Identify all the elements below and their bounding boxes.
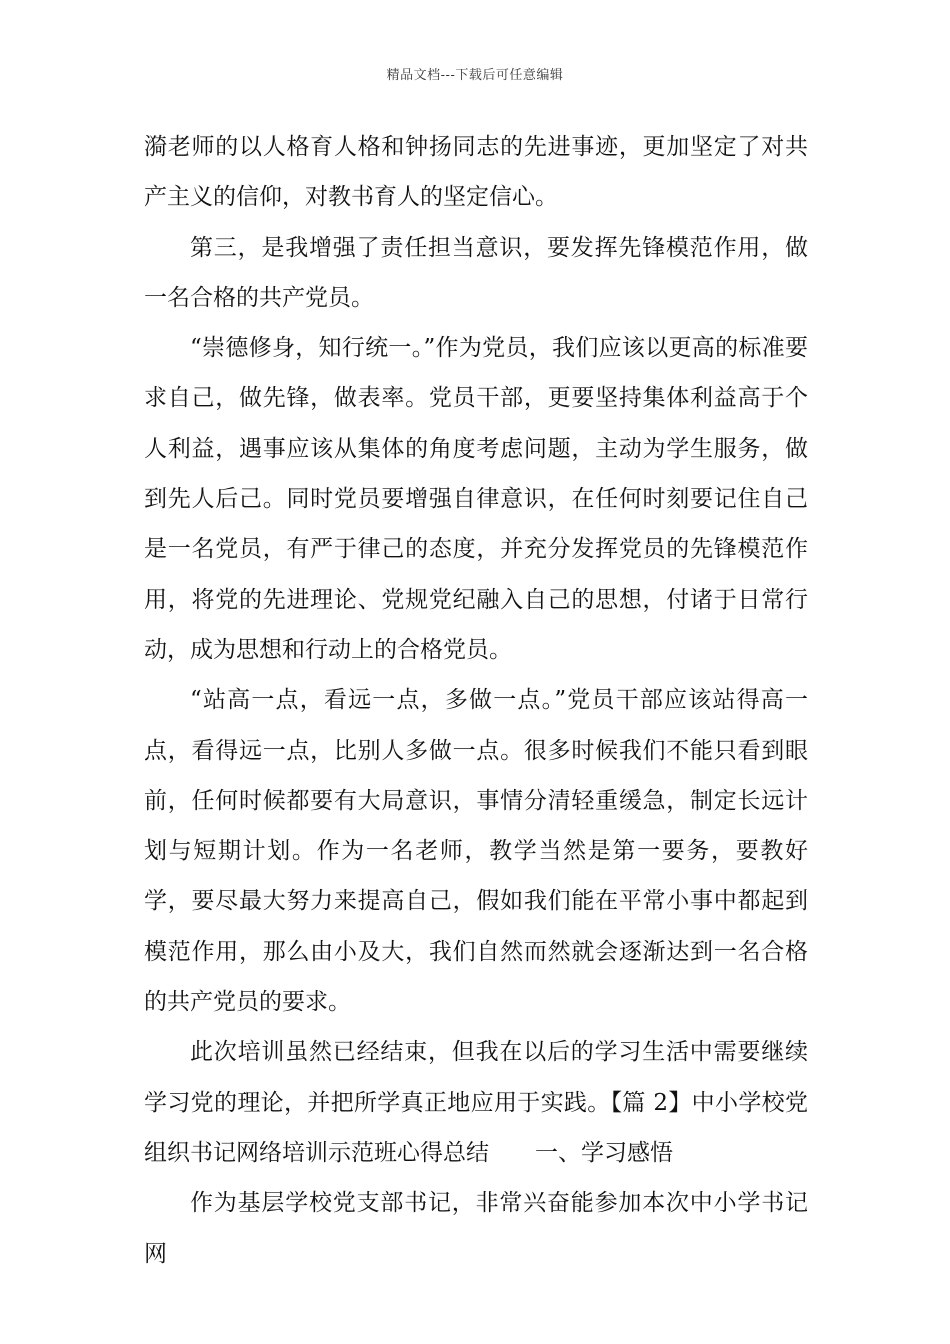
page-header: 精品文档---下载后可任意编辑 <box>386 68 564 83</box>
paragraph: 第三，是我增强了责任担当意识，要发挥先锋模范作用，做一名合格的共产党员。 <box>144 234 808 311</box>
paragraph: “崇德修身，知行统一。”作为党员，我们应该以更高的标准要求自己，做先锋，做表率。党员干部，更要坚持集体利益高于个人利益，遇事应该从集体的角度考虑问题，主动为学生服务，做到先人后己。同时党员要增强自律意识，在任何时刻要记住自己是一名党员，有严于律己的态度，并充分发挥党员的先锋模范作用，将党的先进理论、党规党纪融入自己的思想，付诸于日常行动，成为思想和行动上的合格党员。 <box>144 335 808 663</box>
paragraph: “站高一点，看远一点，多做一点。”党员干部应该站得高一点，看得远一点，比别人多做一点。很多时候我们不能只看到眼前，任何时候都要有大局意识，事情分清轻重缓急，制定长远计划与短期计划。作为一名老师，教学当然是第一要务，要教好学，要尽最大努力来提高自己，假如我们能在平常小事中都起到模范作用，那么由小及大，我们自然而然就会逐渐达到一名合格的共产党员的要求。 <box>144 687 808 1016</box>
paragraph: 此次培训虽然已经结束，但我在以后的学习生活中需要继续学习党的理论，并把所学真正地应用于实践。【篇 2】中小学校党组织书记网络培训示范班心得总结 一、学习感悟 <box>144 1039 808 1166</box>
document-body <box>144 122 808 1279</box>
paragraph: 作为基层学校党支部书记，非常兴奋能参加本次中小学书记网 <box>144 1190 808 1267</box>
paragraph: 漪老师的以人格育人格和钟扬同志的先进事迹，更加坚定了对共产主义的信仰，对教书育人的坚定信心。 <box>144 134 808 211</box>
